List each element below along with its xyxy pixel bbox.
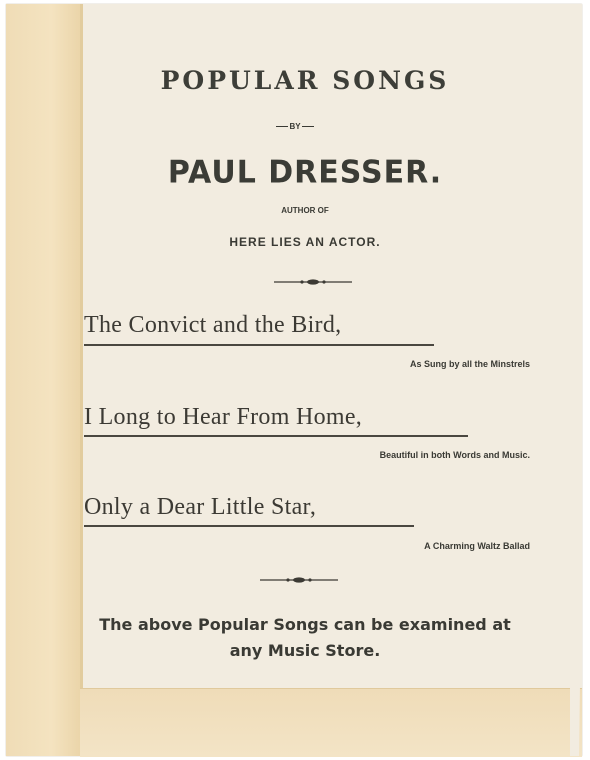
by-label (0, 122, 590, 131)
footer-note (60, 612, 550, 664)
footer-line-1: The above Popular Songs can be examined at (99, 615, 511, 634)
song-underline-1 (84, 344, 434, 346)
song-description-3: A Charming Waltz Ballad (424, 541, 530, 551)
torn-right-edge (570, 4, 590, 756)
footer-line-2: any Music Store. (229, 641, 381, 660)
author-name: PAUL DRESSER. (167, 154, 443, 191)
bottom-tape-strip (80, 688, 582, 757)
song-underline-2 (84, 435, 468, 437)
song-title-2: I Long to Hear From Home, (84, 404, 363, 430)
ornament-divider-top (274, 278, 352, 286)
page-title: POPULAR SONGS (160, 66, 450, 95)
song-description-2: Beautiful in both Words and Music. (379, 450, 530, 460)
song-title-1: The Convict and the Bird, (84, 312, 342, 338)
song-title-3: Only a Dear Little Star, (84, 494, 317, 520)
song-description-1: As Sung by all the Minstrels (409, 359, 530, 369)
notable-work: HERE LIES AN ACTOR. (229, 235, 381, 249)
ornament-divider-bottom (260, 576, 338, 584)
by-text: BY (289, 122, 301, 131)
author-of-label: AUTHOR OF (281, 206, 329, 215)
song-underline-3 (84, 525, 414, 527)
